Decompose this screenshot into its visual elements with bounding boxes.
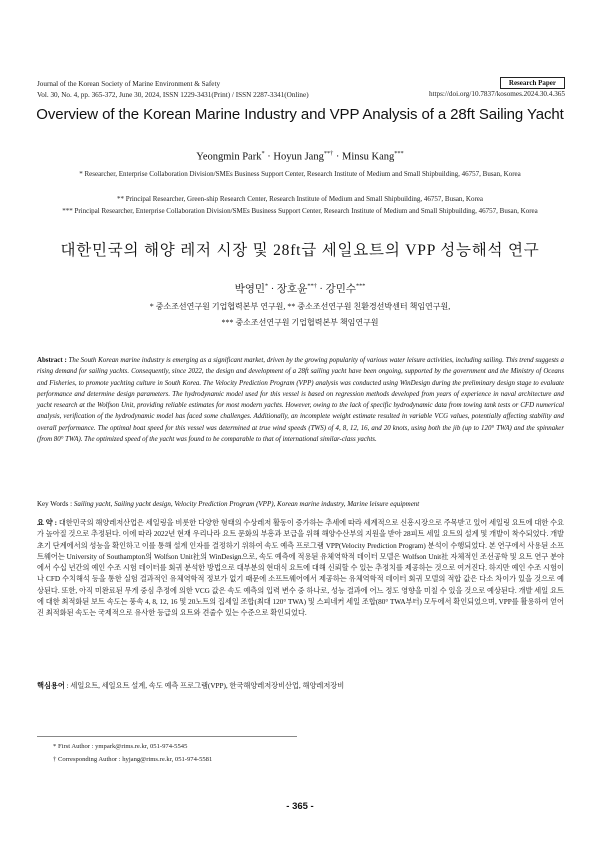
authors-english: [0, 150, 600, 163]
korean-keywords: 핵심용어 : 세일요트, 세일요트 설계, 속도 예측 프로그램(VPP), 한국해양레저장비산업, 해양레저장비: [37, 682, 345, 690]
affiliation-ko-2: *** 중소조선연구원 기업협력본부 책임연구원: [221, 318, 379, 327]
abstract-label: Abstract: [37, 357, 63, 364]
abstract: Abstract : The South Korean marine industry is emerging as a significant market, driven by the growing popularity of various water leisure activities, including sailing. This trend suggests a rising demand for sailing yachts. Consequently, since 2022, the design and development of a 28ft sailing yacht have been ongoing, supported by the government and the Ministry of Oceans and Fisheries, to promote yachting culture in South Korea. The Velocity Prediction Program (VPP) analysis was conducted using WinDesign during the preliminary design stage to evaluate performance and determine design parameters. The hydrodynamic model used for this vessel is based on regression methods developed from years of experience in naval architecture and yacht research at the Wolfson Unit, providing reliable estimates for most modern yachts. However, owing to the lack of specific hydrodynamic data from towing tank tests or CFD numerical analysis, verification of the hydrodynamic model has faced some challenges. Additionally, an incomplete weight estimate resulted in variable VCG values, potentially affecting stability and overall performance. The optimal boat speed for this vessel was determined at true wind speeds (TWS) of 4, 8, 12, 16, and 20 knots, using both the jib (up to 120° TWA) and the spinnaker (from 80° TWA). The optimized speed of the yacht was found to be comparable to that of international similar-class yachts.: [37, 357, 564, 444]
author-separator: ·: [333, 151, 343, 163]
author-1-mark: *: [261, 150, 265, 157]
affiliation-2: ** Principal Researcher, Green-ship Research Center, Research Institute of Medium and Small Shipbuilding, 46757, Busan, Korea: [116, 195, 484, 203]
abstract-text: The South Korean marine industry is emerging as a significant market, driven by the growing popularity of various water leisure activities, including sailing. This trend suggests a rising demand for sailing yachts. Consequently, since 2022, the design and development of a 28ft sailing yacht have been ongoing, supported by the government and the Ministry of Oceans and Fisheries, to promote yachting culture in South Korea. The Velocity Prediction Program (VPP) analysis was conducted using WinDesign during the preliminary design stage to evaluate performance and determine design parameters. The hydrodynamic model used for this vessel is based on regression methods developed from years of experience in naval architecture and yacht research at the Wolfson Unit, providing reliable estimates for most modern yachts. However, owing to the lack of specific hydrodynamic data from towing tank tests or CFD numerical analysis, verification of the hydrodynamic model has faced some challenges. Additionally, an incomplete weight estimate resulted in variable VCG values, potentially affecting stability and overall performance. The optimal boat speed for this vessel was determined at true wind speeds (TWS) of 4, 8, 12, 16, and 20 knots, using both the jib (up to 120° TWA) and the spinnaker (from 80° TWA). The optimized speed of the yacht was found to be comparable to that of international similar-class yachts.: [37, 357, 564, 444]
author-ko-3-mark: ***: [355, 282, 366, 290]
author-3-mark: ***: [394, 150, 404, 157]
title-english: Overview of the Korean Marine Industry and VPP Analysis of a 28ft Sailing Yacht: [36, 106, 564, 123]
author-2: Hoyun Jang: [273, 151, 324, 163]
affiliation-1: * Researcher, Enterprise Collaboration Division/SMEs Business Support Center, Research Institute of Medium and Small Shipbuilding, 46757, Busan, Korea: [79, 170, 521, 178]
page-number: - 365 -: [286, 801, 314, 812]
korean-abstract-label: 요 약: [37, 519, 53, 527]
journal-info: [37, 79, 309, 101]
author-ko-3: 강민수: [325, 284, 356, 295]
keywords: Key Words : Sailing yacht, Sailing yacht design, Velocity Prediction Program (VPP), Korean marine industry, Marine leisure equipment: [37, 500, 420, 508]
author-3: Minsu Kang: [342, 151, 395, 163]
author-separator: ·: [264, 151, 274, 163]
journal-volume: Vol. 30, No. 4, pp. 365-372, June 30, 2024, ISSN 1229-3431(Print) / ISSN 2287-3341(Online): [37, 91, 309, 99]
korean-abstract-text: 대한민국의 해양레저산업은 세일링을 비롯한 다양한 형태의 수상레저 활동이 증가하는 추세에 따라 세계적으로 신흥시장으로 주목받고 있어 세일링 요트에 대한 수요가 높아질 것으로 추정된다. 이에 따라 2022년 현재 우리나라 요트 문화의 부흥과 보급을 위해 해양수산부의 지원을 받아 28피트 세일 요트의 설계 및 개발이 착수되었다. 개발 초기 단계에서의 성능을 확인하고 이를 통해 설계 인자를 결정하기 위하여 속도 예측 프로그램 VPP(Velocity Prediction Program) 분석이 수행되었다. 본 연구에서 사용된 소프트웨어는 University of Southampton의 Wolfson Unit社의 WinDesign으로, 속도 예측에 적용된 유체역학적 데이터 모델은 Wolfson Unit社 자체적인 조선공학 및 요트 연구 분야에서 수십 년간의 예인 수조 시험 데이터를 회귀 분석한 방법으로 대부분의 현대식 요트에 대해 신뢰할 수 있는 추정치를 제공하는 것으로 여겨진다. 하지만 예인 수조 시험이나 CFD 수치해석 등을 통한 실험 결과적인 유체역학적 정보가 없기 때문에 소프트웨어에서 제공하는 유체역학적 데이터 회귀 모델의 적합 값은 다소 차이가 있을 것으로 예상된다. 또한, 아직 미완료된 무게 중심 추정에 의한 VCG 값은 속도 예측의 입력 변수 중 하나로, 성능 결과에 어느 정도 영향을 미칠 수 있을 것으로 예상된다. 개발 세일 요트에 대한 최적화된 보트 속도는 풍속 4, 8, 12, 16 및 20노트의 집세일 조합(최대 120° TWA) 및 스피네커 세일 조합(80° TWA부터) 모두에서 확인되었으며, VPP를 활용하여 얻어진 최적화된 속도는 국제적으로 유사한 등급의 요트와 견줄수 있는 수준으로 확인되었다.: [37, 519, 565, 618]
author-1: Yeongmin Park: [196, 151, 262, 163]
korean-abstract: 요 약 : 대한민국의 해양레저산업은 세일링을 비롯한 다양한 형태의 수상레저 활동이 증가하는 추세에 따라 세계적으로 신흥시장으로 주목받고 있어 세일링 요트에 대한 수요가 높아질 것으로 추정된다. 이에 따라 2022년 현재 우리나라 요트 문화의 부흥과 보급을 위해 해양수산부의 지원을 받아 28피트 세일 요트의 설계 및 개발이 착수되었다. 개발 초기 단계에서의 성능을 확인하고 이를 통해 설계 인자를 결정하기 위하여 속도 예측 프로그램 VPP(Velocity Prediction Program) 분석이 수행되었다. 본 연구에서 사용된 소프트웨어는 University of Southampton의 Wolfson Unit社의 WinDesign으로, 속도 예측에 적용된 유체역학적 데이터 모델은 Wolfson Unit社 자체적인 조선공학 및 요트 연구 분야에서 수십 년간의 예인 수조 시험 데이터를 회귀 분석한 방법으로 대부분의 현대식 요트에 대해 신뢰할 수 있는 추정치를 제공하는 것으로 여겨진다. 하지만 예인 수조 시험이나 CFD 수치해석 등을 통한 실험 결과적인 유체역학적 정보가 없기 때문에 소프트웨어에서 제공하는 유체역학적 데이터 회귀 모델의 적합 값은 다소 차이가 있을 것으로 예상된다. 또한, 아직 미완료된 무게 중심 추정에 의한 VCG 값은 속도 예측의 입력 변수 중 하나로, 성능 결과에 어느 정도 영향을 미칠 수 있을 것으로 예상된다. 개발 세일 요트에 대한 최적화된 보트 속도는 풍속 4, 8, 12, 16 및 20노트의 집세일 조합(최대 120° TWA) 및 스피네커 세일 조합(80° TWA부터) 모두에서 확인되었으며, VPP를 활용하여 얻어진 최적화된 속도는 국제적으로 유사한 등급의 요트와 견줄수 있는 수준으로 확인되었다.: [37, 519, 565, 618]
paper-type-badge: Research Paper: [500, 77, 565, 89]
author-ko-2: 장호윤: [276, 284, 308, 295]
affiliation-3: *** Principal Researcher, Enterprise Collaboration Division/SMEs Business Support Center, Research Institute of Medium and Small Shipbuilding, 46757, Busan, Korea: [62, 207, 538, 215]
footnote-divider: [37, 736, 297, 737]
korean-keywords-text: 세일요트, 세일요트 설계, 속도 예측 프로그램(VPP), 한국해양레저장비산업, 해양레저장비: [70, 682, 345, 690]
author-2-mark: **†: [323, 150, 334, 157]
footnote-first-author: * First Author : ympark@rims.re.kr, 051-974-5545: [53, 743, 188, 750]
author-ko-1: 박영민: [234, 284, 265, 295]
journal-name: Journal of the Korean Society of Marine Environment & Safety: [37, 80, 221, 88]
authors-korean: 박영민* · 장호윤**† · 강민수***: [234, 282, 366, 295]
keywords-text: Sailing yacht, Sailing yacht design, Velocity Prediction Program (VPP), Korean marine industry, Marine leisure equipment: [73, 500, 420, 508]
author-ko-1-mark: *: [265, 282, 269, 290]
footnote-corresponding-author: † Corresponding Author : hyjang@rims.re.kr, 051-974-5581: [53, 756, 213, 763]
korean-keywords-label: 핵심용어: [37, 682, 65, 690]
keywords-label: Key Words: [37, 500, 69, 508]
author-ko-2-mark: **†: [307, 282, 317, 290]
title-korean: 대한민국의 해양 레저 시장 및 28ft급 세일요트의 VPP 성능해석 연구: [60, 242, 540, 259]
affiliation-ko-1: * 중소조선연구원 기업협력본부 연구원, ** 중소조선연구원 친환경선박센터 책임연구원,: [149, 302, 451, 311]
doi-link[interactable]: https://doi.org/10.7837/kosomes.2024.30.4.365: [428, 90, 565, 98]
